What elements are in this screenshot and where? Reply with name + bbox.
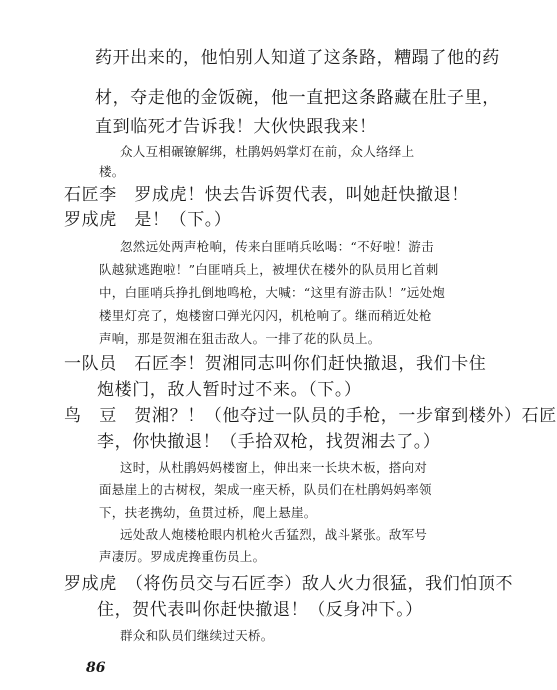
dialogue-line: 住，贺代表叫你赶快撤退！（反身冲下。） [97, 600, 423, 620]
stage-direction: 下，扶老携幼，鱼贯过桥，爬上悬崖。 [99, 505, 317, 520]
page-number: 86 [86, 660, 106, 676]
stage-direction: 楼里灯亮了，炮楼窗口弹光闪闪，机枪响了。继而稍近处枪 [99, 308, 432, 323]
dialogue-line: 李，你快撤退！（手拾双枪，找贺湘去了。） [97, 432, 441, 452]
stage-direction: 声凄厉。罗成虎搀重伤员上。 [99, 549, 266, 564]
dialogue-line: 石匠李 罗成虎！快去告诉贺代表，叫她赶快撤退！ [64, 185, 469, 205]
stage-direction: 这时，从杜鹃妈妈楼窗上，伸出来一长块木板，搭向对 [120, 460, 428, 475]
dialogue-line: 罗成虎 （将伤员交与石匠李）敌人火力很猛，我们怕顶不 [64, 574, 514, 594]
stage-direction: 队越狱逃跑啦！”白匪哨兵上，被埋伏在楼外的队员用匕首刺 [99, 262, 439, 277]
stage-direction: 面悬崖上的古树杈，架成一座天桥，队员们在杜鹃妈妈率领 [99, 482, 432, 497]
stage-direction: 远处敌人炮楼枪眼内机枪火舌猛烈，战斗紧张。敌军号 [120, 527, 428, 542]
dialogue-line: 材，夺走他的金饭碗，他一直把这条路藏在肚子里， [95, 88, 500, 108]
dialogue-line: 鸟 豆 贺湘？！（他夺过一队员的手枪，一步窜到楼外）石匠 [64, 406, 557, 426]
stage-direction: 楼。 [99, 164, 125, 179]
stage-direction: 群众和队员们继续过天桥。 [120, 628, 274, 643]
dialogue-line: 罗成虎 是！（下。） [64, 210, 232, 230]
dialogue-line: 药开出来的，他怕别人知道了这条路，糟蹋了他的药 [95, 48, 500, 68]
stage-direction: 忽然远处两声枪响，传来白匪哨兵吆喝：“不好啦！游击 [120, 239, 434, 254]
dialogue-line: 一队员 石匠李！贺湘同志叫你们赶快撤退，我们卡住 [64, 354, 487, 374]
dialogue-line: 炮楼门，敌人暂时过不来。（下。） [97, 380, 362, 400]
stage-direction: 众人互相碾镣解绑，杜鹃妈妈掌灯在前，众人络绎上 [120, 144, 415, 159]
dialogue-line: 直到临死才告诉我！大伙快跟我来！ [95, 117, 377, 137]
stage-direction: 中，白匪哨兵挣扎倒地鸣枪，大喊：“这里有游击队！”远处炮 [99, 285, 446, 300]
stage-direction: 声响，那是贺湘在狙击敌人。一排了花的队员上。 [99, 331, 381, 346]
